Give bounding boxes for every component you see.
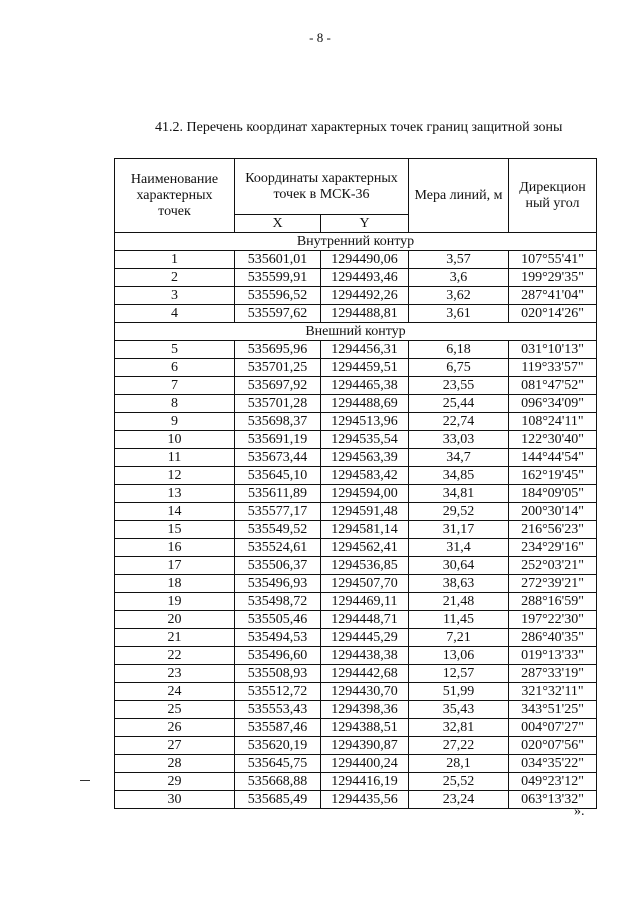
table-body [115,233,597,809]
table-row [115,341,597,359]
line-length: 3,62 [409,287,509,305]
line-length: 38,63 [409,575,509,593]
coord-y: 1294390,87 [321,737,409,755]
direction-angle: 019°13'33" [509,647,597,665]
table-row [115,395,597,413]
table-row [115,449,597,467]
direction-angle: 020°07'56" [509,737,597,755]
point-number: 11 [115,449,235,467]
coord-x: 535496,93 [235,575,321,593]
table-row [115,593,597,611]
coord-x: 535691,19 [235,431,321,449]
point-number: 14 [115,503,235,521]
direction-angle: 049°23'12" [509,773,597,791]
direction-angle: 252°03'21" [509,557,597,575]
coord-y: 1294398,36 [321,701,409,719]
direction-angle: 108°24'11" [509,413,597,431]
coord-x: 535498,72 [235,593,321,611]
section-title: Внутренний контур [115,233,597,251]
direction-angle: 184°09'05" [509,485,597,503]
point-number: 19 [115,593,235,611]
direction-angle: 287°33'19" [509,665,597,683]
table-row [115,467,597,485]
direction-angle: 287°41'04" [509,287,597,305]
table-row [115,413,597,431]
line-length: 28,1 [409,755,509,773]
direction-angle: 004°07'27" [509,719,597,737]
direction-angle: 020°14'26" [509,305,597,323]
line-length: 33,03 [409,431,509,449]
coord-x: 535549,52 [235,521,321,539]
point-number: 30 [115,791,235,809]
coord-y: 1294562,41 [321,539,409,557]
line-length: 27,22 [409,737,509,755]
point-number: 4 [115,305,235,323]
coord-y: 1294535,54 [321,431,409,449]
margin-mark [80,780,90,781]
coord-x: 535512,72 [235,683,321,701]
coord-x: 535494,53 [235,629,321,647]
point-number: 7 [115,377,235,395]
closing-quote: ». [574,804,585,819]
section-title: Внешний контур [115,323,597,341]
table-row [115,701,597,719]
line-length: 34,7 [409,449,509,467]
direction-angle: 288°16'59" [509,593,597,611]
table-row [115,575,597,593]
table-row [115,647,597,665]
section-row [115,323,597,341]
point-number: 12 [115,467,235,485]
coord-x: 535668,88 [235,773,321,791]
line-length: 13,06 [409,647,509,665]
direction-angle: 234°29'16" [509,539,597,557]
coord-y: 1294583,42 [321,467,409,485]
point-number: 1 [115,251,235,269]
coordinates-table [114,158,597,809]
coord-y: 1294442,68 [321,665,409,683]
point-number: 8 [115,395,235,413]
direction-angle: 162°19'45" [509,467,597,485]
page-number: - 8 - [309,30,331,45]
point-number: 29 [115,773,235,791]
line-length: 11,45 [409,611,509,629]
coord-y: 1294513,96 [321,413,409,431]
point-number: 21 [115,629,235,647]
direction-angle: 286°40'35" [509,629,597,647]
table-row [115,521,597,539]
coord-x: 535697,92 [235,377,321,395]
line-length: 6,75 [409,359,509,377]
table-row [115,683,597,701]
coord-y: 1294488,81 [321,305,409,323]
coord-x: 535596,52 [235,287,321,305]
table-header [115,159,597,233]
point-number: 23 [115,665,235,683]
point-number: 24 [115,683,235,701]
point-number: 6 [115,359,235,377]
coord-y: 1294416,19 [321,773,409,791]
coord-y: 1294445,29 [321,629,409,647]
coord-x: 535695,96 [235,341,321,359]
point-number: 20 [115,611,235,629]
point-number: 27 [115,737,235,755]
direction-angle: 063°13'32" [509,791,597,809]
direction-angle: 081°47'52" [509,377,597,395]
coord-y: 1294400,24 [321,755,409,773]
line-length: 25,52 [409,773,509,791]
header-line-length: Мера линий, м [409,159,509,233]
point-number: 9 [115,413,235,431]
direction-angle: 122°30'40" [509,431,597,449]
direction-angle: 031°10'13" [509,341,597,359]
coord-x: 535645,10 [235,467,321,485]
line-length: 31,4 [409,539,509,557]
direction-angle: 321°32'11" [509,683,597,701]
direction-angle: 034°35'22" [509,755,597,773]
point-number: 17 [115,557,235,575]
point-number: 2 [115,269,235,287]
table-row [115,719,597,737]
coord-y: 1294459,51 [321,359,409,377]
coord-y: 1294536,85 [321,557,409,575]
header-direction-angle: Дирекцион ный угол [509,159,597,233]
table-row [115,377,597,395]
direction-angle: 107°55'41" [509,251,597,269]
coord-y: 1294438,38 [321,647,409,665]
line-length: 23,55 [409,377,509,395]
line-length: 29,52 [409,503,509,521]
line-length: 6,18 [409,341,509,359]
coord-x: 535505,46 [235,611,321,629]
coord-y: 1294581,14 [321,521,409,539]
line-length: 22,74 [409,413,509,431]
table-row [115,485,597,503]
table-row [115,629,597,647]
direction-angle: 272°39'21" [509,575,597,593]
coord-x: 535620,19 [235,737,321,755]
line-length: 3,61 [409,305,509,323]
line-length: 34,85 [409,467,509,485]
direction-angle: 199°29'35" [509,269,597,287]
line-length: 34,81 [409,485,509,503]
coord-x: 535508,93 [235,665,321,683]
table-row [115,791,597,809]
coord-y: 1294465,38 [321,377,409,395]
point-number: 3 [115,287,235,305]
direction-angle: 343°51'25" [509,701,597,719]
table-row [115,305,597,323]
header-x: X [235,215,321,233]
point-number: 15 [115,521,235,539]
table-row [115,665,597,683]
table-row [115,755,597,773]
coord-x: 535577,17 [235,503,321,521]
line-length: 7,21 [409,629,509,647]
line-length: 35,43 [409,701,509,719]
coord-x: 535698,37 [235,413,321,431]
coord-x: 535599,91 [235,269,321,287]
direction-angle: 216°56'23" [509,521,597,539]
coord-x: 535524,61 [235,539,321,557]
coord-y: 1294563,39 [321,449,409,467]
point-number: 25 [115,701,235,719]
coord-x: 535587,46 [235,719,321,737]
line-length: 12,57 [409,665,509,683]
coord-y: 1294388,51 [321,719,409,737]
table-row [115,269,597,287]
table-row [115,287,597,305]
point-number: 18 [115,575,235,593]
coord-y: 1294488,69 [321,395,409,413]
line-length: 51,99 [409,683,509,701]
table-row [115,431,597,449]
table-heading: 41.2. Перечень координат характерных точек границ защитной зоны [155,120,563,135]
direction-angle: 144°44'54" [509,449,597,467]
coord-y: 1294456,31 [321,341,409,359]
table-row [115,359,597,377]
coord-y: 1294591,48 [321,503,409,521]
table-row [115,737,597,755]
coord-x: 535506,37 [235,557,321,575]
coord-x: 535673,44 [235,449,321,467]
header-point-name: Наименование характерных точек [115,159,235,233]
coord-x: 535601,01 [235,251,321,269]
table-row [115,773,597,791]
coord-y: 1294469,11 [321,593,409,611]
coord-y: 1294448,71 [321,611,409,629]
coord-x: 535496,60 [235,647,321,665]
coord-x: 535645,75 [235,755,321,773]
table-row [115,611,597,629]
line-length: 23,24 [409,791,509,809]
point-number: 10 [115,431,235,449]
coord-y: 1294435,56 [321,791,409,809]
line-length: 32,81 [409,719,509,737]
point-number: 5 [115,341,235,359]
direction-angle: 096°34'09" [509,395,597,413]
coord-x: 535611,89 [235,485,321,503]
coord-x: 535597,62 [235,305,321,323]
coord-x: 535701,25 [235,359,321,377]
coord-y: 1294492,26 [321,287,409,305]
coord-y: 1294594,00 [321,485,409,503]
line-length: 30,64 [409,557,509,575]
point-number: 13 [115,485,235,503]
line-length: 25,44 [409,395,509,413]
header-coordinates: Координаты характерных точек в МСК-36 [235,159,409,215]
coord-x: 535701,28 [235,395,321,413]
point-number: 22 [115,647,235,665]
table-row [115,557,597,575]
direction-angle: 200°30'14" [509,503,597,521]
line-length: 3,6 [409,269,509,287]
line-length: 3,57 [409,251,509,269]
coord-x: 535685,49 [235,791,321,809]
header-y: Y [321,215,409,233]
coord-y: 1294493,46 [321,269,409,287]
table-row [115,251,597,269]
direction-angle: 119°33'57" [509,359,597,377]
coord-y: 1294507,70 [321,575,409,593]
coord-y: 1294430,70 [321,683,409,701]
point-number: 26 [115,719,235,737]
coord-x: 535553,43 [235,701,321,719]
line-length: 21,48 [409,593,509,611]
point-number: 28 [115,755,235,773]
coord-y: 1294490,06 [321,251,409,269]
table-row [115,539,597,557]
section-row [115,233,597,251]
direction-angle: 197°22'30" [509,611,597,629]
point-number: 16 [115,539,235,557]
line-length: 31,17 [409,521,509,539]
table-row [115,503,597,521]
